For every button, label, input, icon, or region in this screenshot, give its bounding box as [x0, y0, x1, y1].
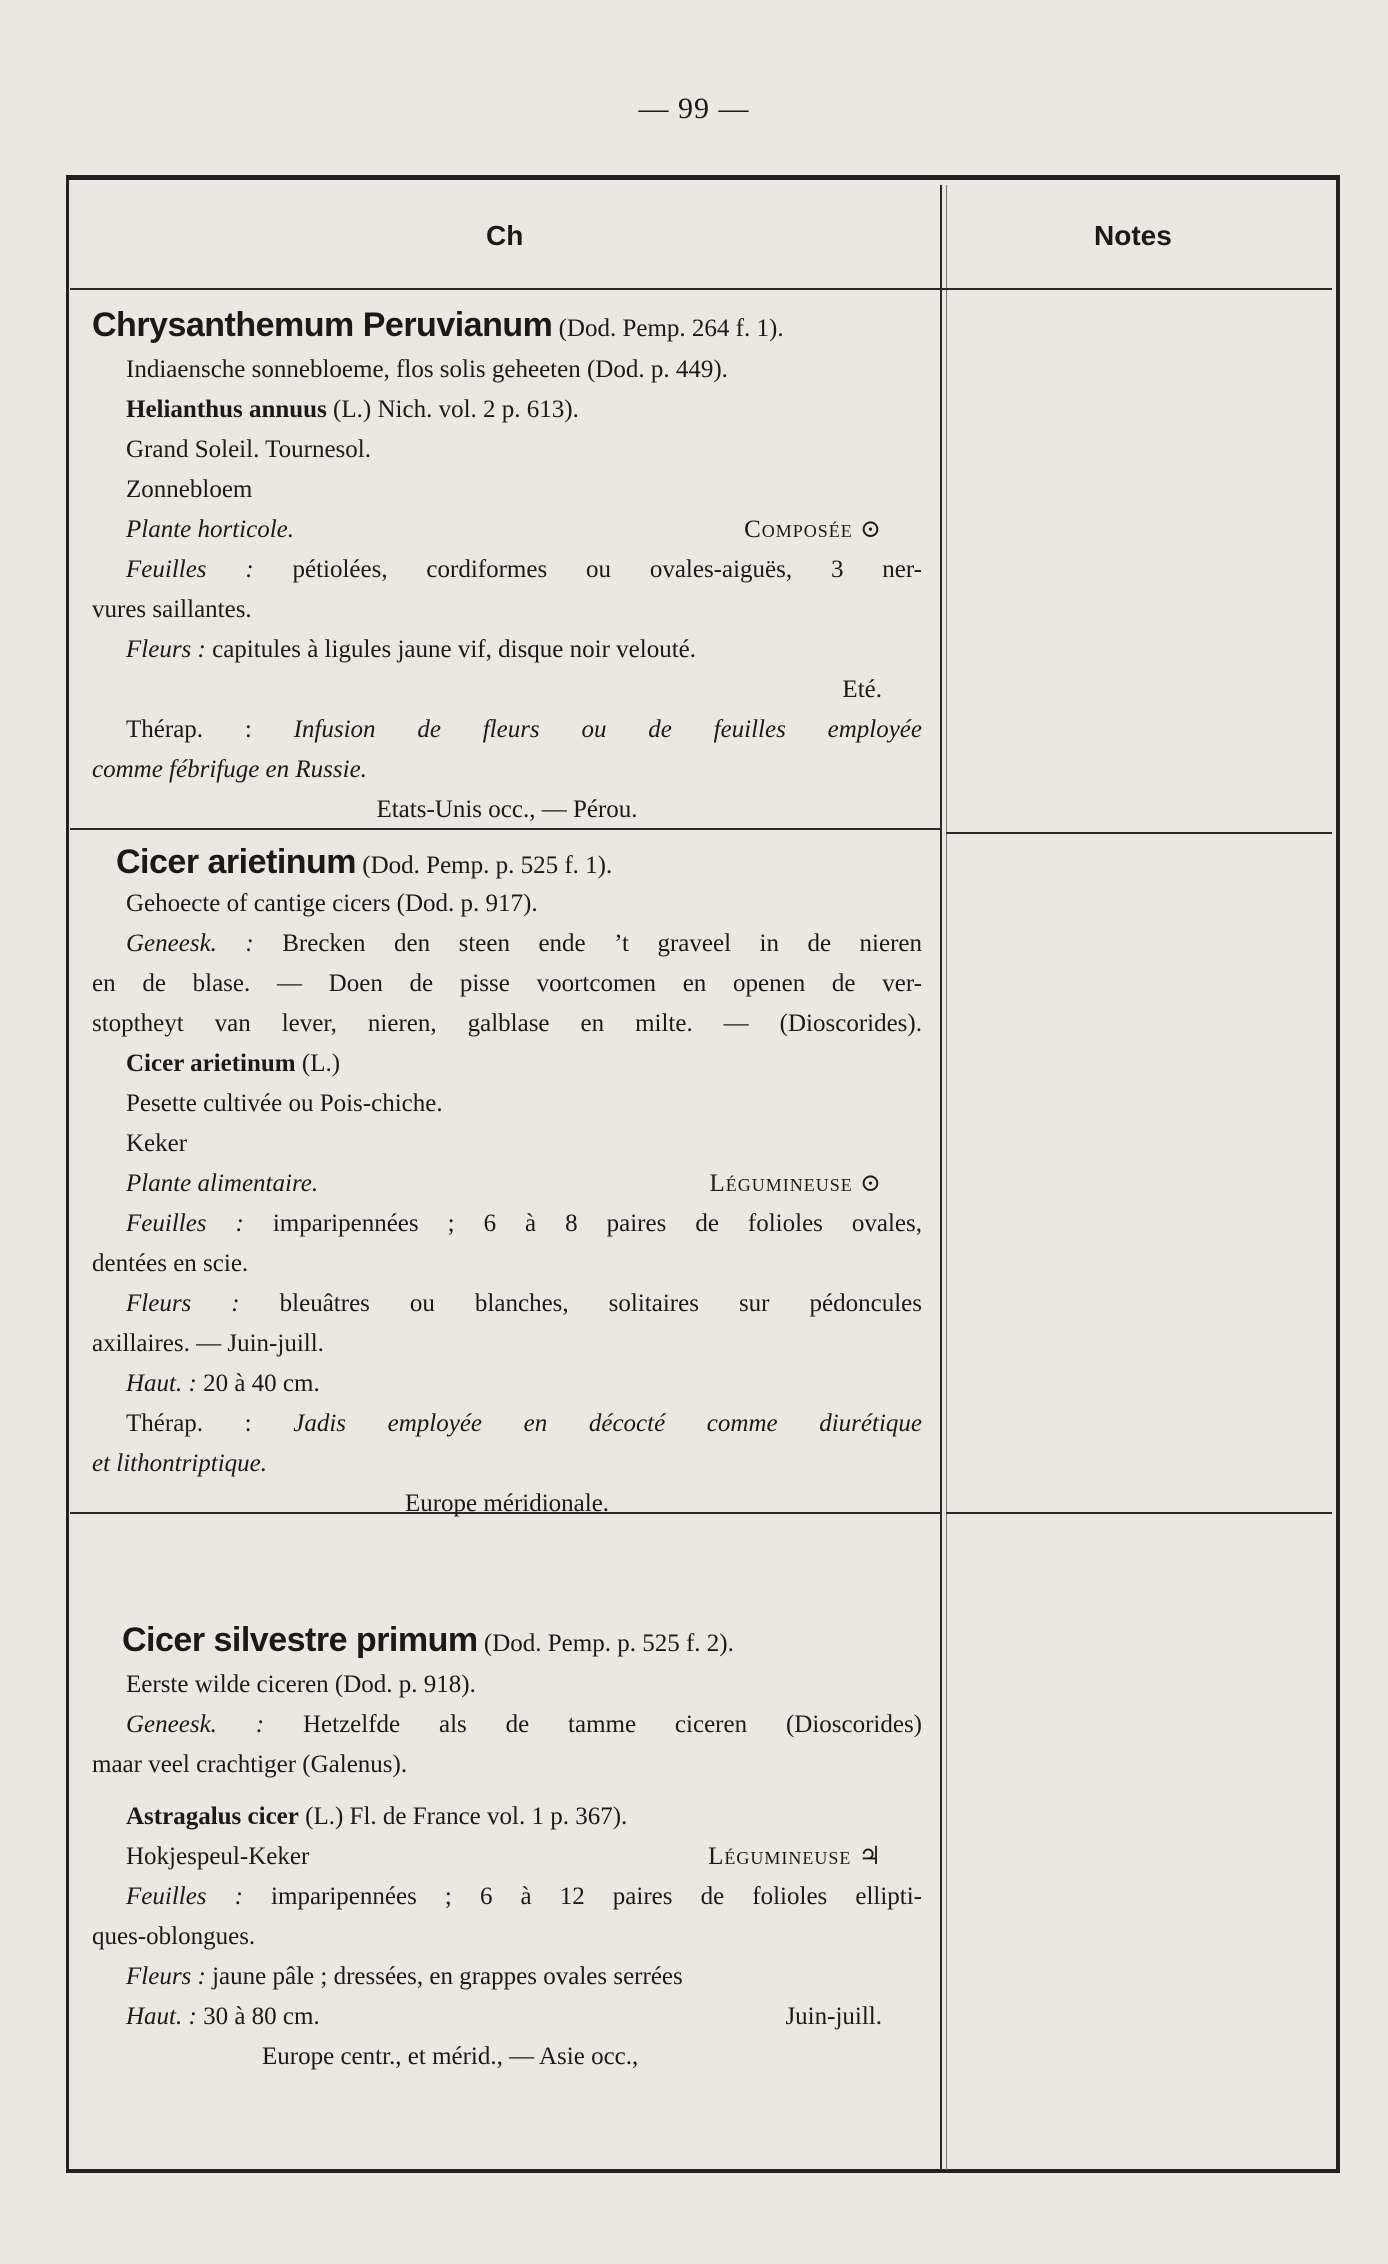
entry-line: Pesette cultivée ou Pois-chiche.	[126, 1090, 443, 1117]
field-label: Geneesk. :	[126, 930, 254, 957]
field-label: Geneesk. :	[126, 1711, 265, 1738]
entry-line: imparipennées ; 6 à 12 paires de folioles ellipti-	[271, 1883, 923, 1910]
entry-line: maar veel crachtiger (Galenus).	[92, 1751, 408, 1778]
field-label: Feuilles :	[126, 556, 254, 583]
entry-title-ref: (Dod. Pemp. p. 525 f. 2).	[483, 1630, 734, 1657]
column-divider	[940, 185, 942, 2170]
entry-line: Infusion de fleurs ou de feuilles employée	[293, 716, 922, 743]
notes-divider-2	[946, 1512, 1332, 1514]
entry-line: Hetzelfde als de tamme ciceren (Dioscorides)	[302, 1711, 923, 1738]
entry-line: et lithontriptique.	[92, 1450, 267, 1477]
entry-line: en de blase. — Doen de pisse voortcomen en openen de ver-	[92, 970, 922, 997]
entry-title: Cicer arietinum	[116, 843, 357, 881]
entry-line: Jadis employée en décocté comme diurétique	[293, 1410, 922, 1437]
entry-line: Zonnebloem	[126, 476, 253, 503]
entry-line: Grand Soleil. Tournesol.	[126, 436, 371, 463]
header-notes: Notes	[1094, 220, 1172, 251]
entry-line: axillaires. — Juin-juill.	[92, 1330, 324, 1357]
synonym-name: Helianthus annuus	[126, 396, 327, 423]
entry-line: Gehoecte of cantige cicers (Dod. p. 917).	[126, 890, 538, 917]
field-label: Fleurs :	[126, 1963, 206, 1990]
season: Juin-juill.	[785, 2003, 882, 2030]
column-divider-inner	[946, 185, 947, 2170]
entry-line: (L.)	[301, 1050, 341, 1077]
entry-title: Cicer silvestre primum	[122, 1621, 478, 1659]
field-label: Haut. :	[126, 1370, 197, 1397]
field-label: Fleurs :	[126, 1290, 240, 1317]
field-label: Fleurs :	[126, 636, 206, 663]
entry-line: capitules à ligules jaune vif, disque noir velouté.	[212, 636, 697, 663]
entry-line: 30 à 80 cm.	[203, 2003, 320, 2030]
field-label: Thérap. :	[126, 716, 252, 743]
synonym-name: Cicer arietinum	[126, 1050, 296, 1077]
plant-family: Composée ⊙	[744, 516, 882, 543]
entry-line: jaune pâle ; dressées, en grappes ovales serrées	[212, 1963, 683, 1990]
entry-line: dentées en scie.	[92, 1250, 249, 1277]
entry-line: stoptheyt van lever, nieren, galblase en milte. — (Dioscorides).	[92, 1010, 922, 1037]
distribution: Europe centr., et mérid., — Asie occ.,	[262, 2043, 639, 2070]
entry-line: 20 à 40 cm.	[203, 1370, 320, 1397]
entry-line: Indiaensche sonnebloeme, flos solis geheeten (Dod. p. 449).	[126, 356, 728, 383]
entry-line: Brecken den steen ende ’t graveel in de nieren	[282, 930, 922, 957]
entry-line: Keker	[126, 1130, 188, 1157]
plant-family: Légumineuse ⊙	[709, 1170, 882, 1197]
distribution: Europe méridionale.	[404, 1490, 610, 1517]
season: Eté.	[842, 676, 882, 703]
entry-line: bleuâtres ou blanches, solitaires sur pédoncules	[279, 1290, 922, 1317]
entry-line: vures saillantes.	[92, 596, 252, 623]
field-label: Haut. :	[126, 2003, 197, 2030]
entry-title: Chrysanthemum Peruvianum	[92, 306, 553, 344]
entry-line: (L.) Fl. de France vol. 1 p. 367).	[305, 1803, 628, 1830]
entry-chrysanthemum	[92, 300, 922, 830]
entry-line: comme fébrifuge en Russie.	[92, 756, 367, 783]
header-ch: Ch	[486, 220, 524, 251]
entry-line: (L.) Nich. vol. 2 p. 613).	[333, 396, 579, 423]
field-label: Feuilles :	[126, 1210, 244, 1237]
synonym-name: Astragalus cicer	[126, 1803, 299, 1830]
entry-line: Hokjespeul-Keker	[126, 1843, 310, 1870]
entry-line: ques-oblongues.	[92, 1923, 256, 1950]
field-label: Thérap. :	[126, 1410, 252, 1437]
entry-title-ref: (Dod. Pemp. 264 f. 1).	[558, 315, 784, 342]
plant-type: Plante horticole.	[126, 516, 295, 543]
plant-type: Plante alimentaire.	[126, 1170, 319, 1197]
notes-divider-1	[946, 832, 1332, 834]
entry-line: Eerste wilde ciceren (Dod. p. 918).	[126, 1671, 476, 1698]
header-rule	[70, 288, 1332, 290]
entry-cicer-arietinum	[92, 840, 922, 1524]
entry-title-ref: (Dod. Pemp. p. 525 f. 1).	[362, 852, 613, 879]
field-label: Feuilles :	[126, 1883, 243, 1910]
entry-line: imparipennées ; 6 à 8 paires de folioles ovales,	[272, 1210, 923, 1237]
plant-family: Légumineuse ♃	[708, 1843, 882, 1870]
distribution: Etats-Unis occ., — Pérou.	[376, 796, 638, 823]
entry-cicer-silvestre	[92, 1615, 922, 2077]
page-number: — 99 —	[638, 92, 750, 125]
entry-line: pétiolées, cordiformes ou ovales-aiguës, 3 ner-	[292, 556, 922, 583]
